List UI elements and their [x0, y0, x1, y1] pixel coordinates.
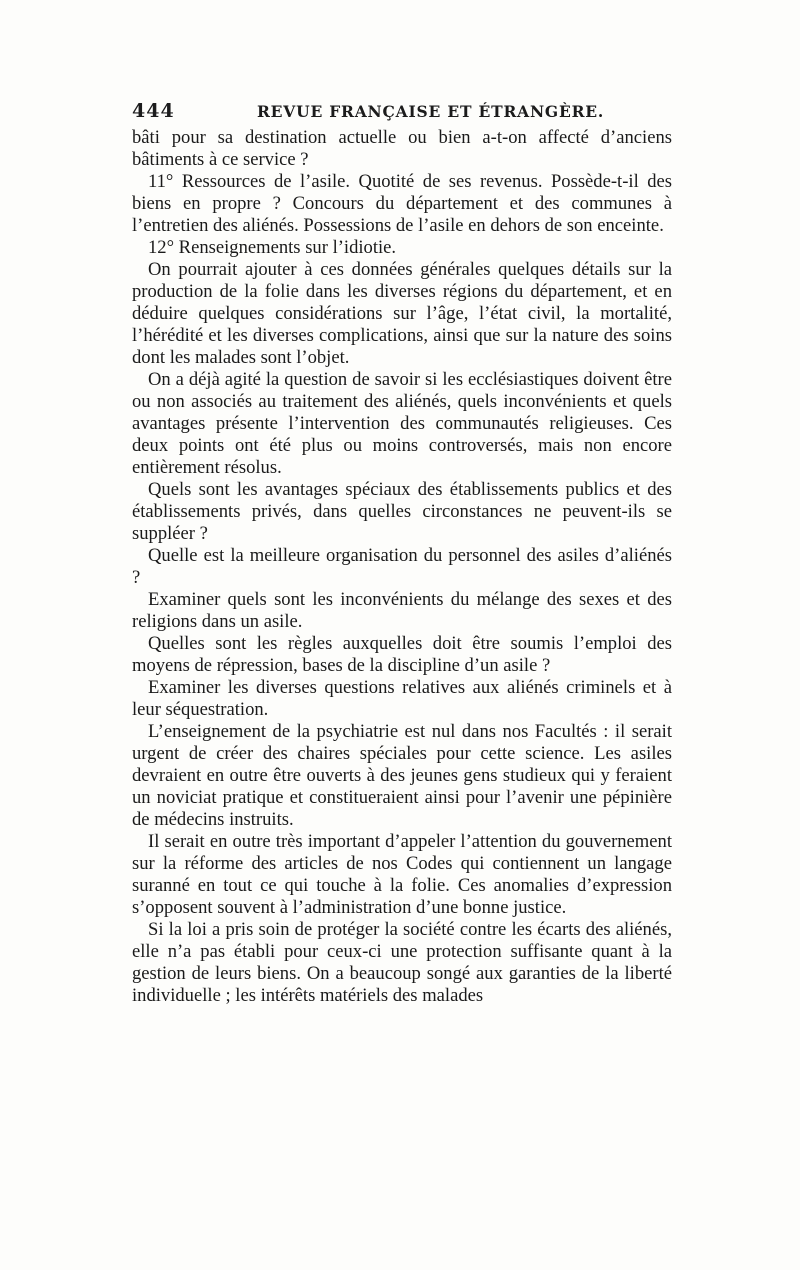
paragraph: Si la loi a pris soin de protéger la société contre les écarts des aliénés, elle n’a pas établi pour ceux-ci une protection suffisante quant à la gestion de leurs biens. On a beaucoup songé aux garanties de la liberté individuelle ; les intérêts matériels des malades [132, 919, 672, 1006]
paragraph-continuation: bâti pour sa destination actuelle ou bien a-t-on affecté d’anciens bâtiments à ce service ? [132, 127, 672, 170]
running-title: REVUE FRANÇAISE ET ÉTRANGÈRE. [257, 102, 605, 121]
paragraph-item-12: 12° Renseignements sur l’idiotie. [148, 237, 397, 258]
paragraph: Examiner quels sont les inconvénients du mélange des sexes et des religions dans un asile. [132, 589, 672, 632]
paragraph: Quelles sont les règles auxquelles doit être soumis l’emploi des moyens de répression, bases de la discipline d’un asile ? [132, 633, 672, 676]
page-number: 444 [132, 100, 175, 122]
paragraph: On a déjà agité la question de savoir si les ecclésiastiques doivent être ou non associés au traitement des aliénés, quels inconvénients et quels avantages présente l’intervention des communautés religieuses. Ces deux points ont été plus ou moins controversés, mais non encore entièrement résolus. [132, 369, 672, 478]
paragraph: Quels sont les avantages spéciaux des établissements publics et des établissements privés, dans quelles circonstances ne peuvent-ils se suppléer ? [132, 479, 672, 544]
paragraph: Il serait en outre très important d’appeler l’attention du gouvernement sur la réforme des articles de nos Codes qui contiennent un langage suranné en tout ce qui touche à la folie. Ces anomalies d’expression s’opposent souvent à l’administration d’une bonne justice. [132, 831, 672, 918]
body-text [132, 127, 672, 1007]
paragraph: Quelle est la meilleure organisation du personnel des asiles d’aliénés ? [132, 545, 672, 588]
paragraph-item-11: 11° Ressources de l’asile. Quotité de ses revenus. Possède-t-il des biens en propre ? Concours du département et des communes à l’entretien des aliénés. Possessions de l’asile en dehors de son enceinte. [132, 171, 672, 236]
page-header [132, 100, 672, 124]
paragraph: On pourrait ajouter à ces données générales quelques détails sur la production de la folie dans les diverses régions du département, et en déduire quelques considérations sur l’âge, l’état civil, la mortalité, l’hérédité et les diverses complications, ainsi que sur la nature des soins dont les malades sont l’objet. [132, 259, 672, 368]
paragraph: Examiner les diverses questions relatives aux aliénés criminels et à leur séquestration. [132, 677, 672, 720]
paragraph: L’enseignement de la psychiatrie est nul dans nos Facultés : il serait urgent de créer des chaires spéciales pour cette science. Les asiles devraient en outre être ouverts à des jeunes gens studieux qui y feraient un noviciat pratique et constitueraient ainsi pour l’avenir une pépinière de médecins instruits. [132, 721, 672, 830]
